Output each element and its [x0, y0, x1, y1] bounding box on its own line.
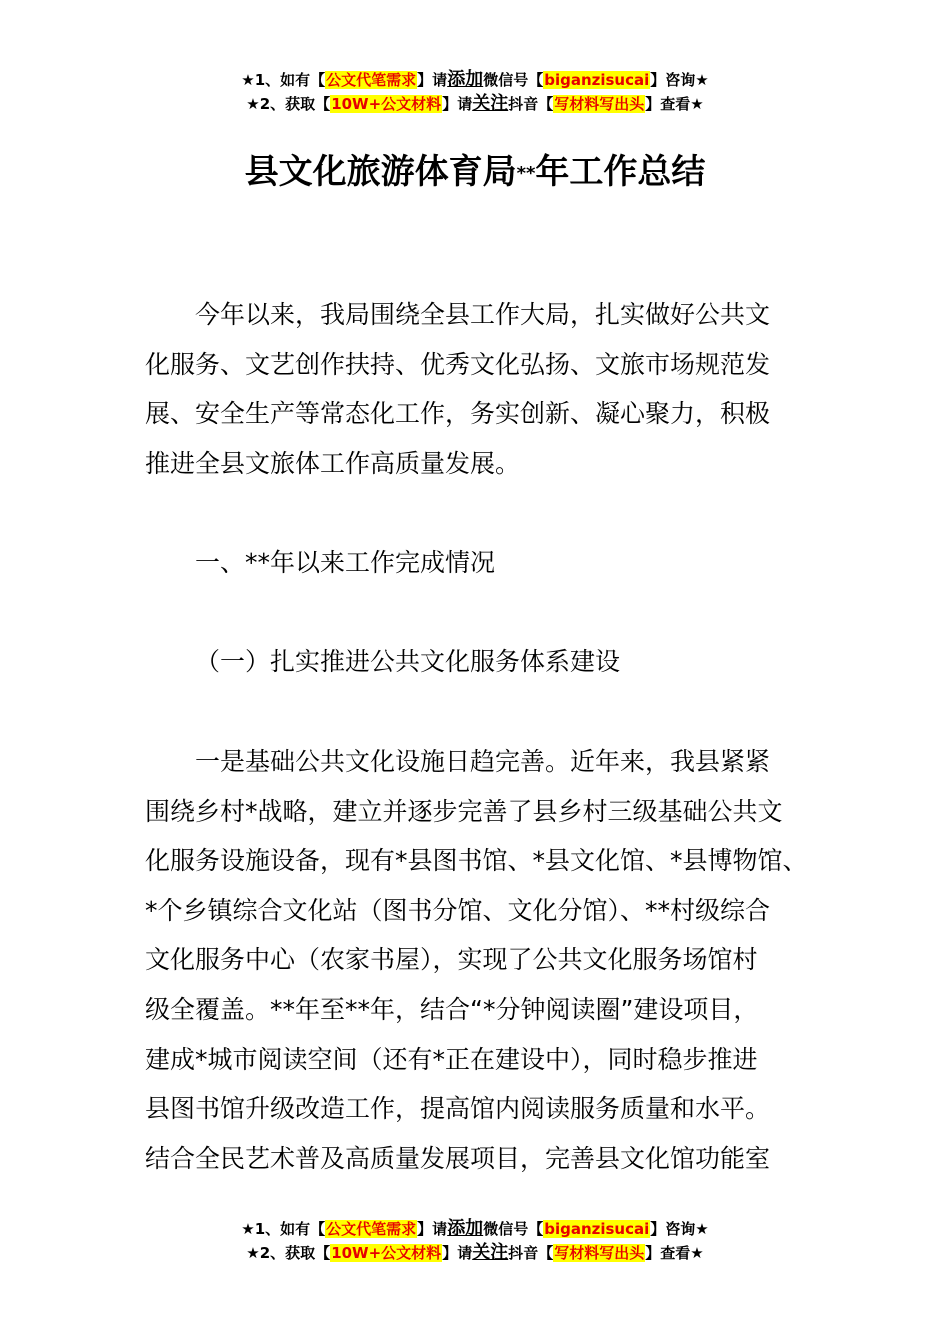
title-main: 县文化旅游体育局 — [244, 152, 517, 192]
heading-text: 一、**年以来工作完成情况 — [195, 548, 496, 577]
paragraph-line: *个乡镇综合文化站（图书分馆、文化分馆）、**村级综合 — [145, 895, 771, 925]
banner-text: 】咨询★ — [650, 1220, 709, 1238]
section-heading — [145, 538, 825, 588]
banner-line-1 — [0, 1217, 950, 1241]
paragraph-line: 展、安全生产等常态化工作，务实创新、凝心聚力，积极 — [145, 399, 771, 429]
footer-banner — [0, 1217, 950, 1265]
banner-text: 】查看★ — [645, 1244, 704, 1262]
banner-text: 微信号【 — [483, 71, 544, 89]
paragraph-line: 今年以来，我局围绕全县工作大局，扎实做好公共文 — [195, 300, 771, 329]
header-banner — [0, 68, 950, 116]
banner-text: ★2、获取【 — [246, 1244, 331, 1262]
banner-text: 】请 — [417, 71, 448, 89]
paragraph-line: 一是基础公共文化设施日趋完善。近年来，我县紧紧 — [195, 747, 771, 776]
banner-highlight: biganzisucai — [544, 1220, 650, 1238]
banner-text: 】请 — [442, 95, 473, 113]
banner-text: 】查看★ — [645, 95, 704, 113]
banner-emphasis: 关注 — [472, 93, 509, 114]
paragraph-line: 围绕乡村*战略，建立并逐步完善了县乡村三级基础公共文 — [145, 796, 783, 826]
banner-highlight: 写材料写出头 — [554, 1244, 645, 1262]
paragraph-line: 文化服务中心（农家书屋），实现了公共文化服务场馆村 — [145, 945, 758, 975]
banner-text: ★1、如有【 — [241, 1220, 326, 1238]
paragraph-line: 化服务设施设备，现有*县图书馆、*县文化馆、*县博物馆、 — [145, 846, 808, 876]
banner-line-2 — [0, 1241, 950, 1265]
document-title — [0, 148, 950, 196]
banner-text: 】请 — [442, 1244, 473, 1262]
banner-highlight: 写材料写出头 — [554, 95, 645, 113]
banner-highlight: 公文代笔需求 — [326, 1220, 417, 1238]
paragraph-line: 县图书馆升级改造工作，提高馆内阅读服务质量和水平。 — [145, 1094, 771, 1124]
heading-text: （一）扎实推进公共文化服务体系建设 — [195, 647, 621, 676]
banner-line-1 — [0, 68, 950, 92]
banner-text: 】请 — [417, 1220, 448, 1238]
banner-text: 】咨询★ — [650, 71, 709, 89]
subsection-heading — [145, 637, 825, 687]
banner-text: 微信号【 — [483, 1220, 544, 1238]
banner-highlight: 10W+公文材料 — [331, 1244, 442, 1262]
paragraph-line: 建成*城市阅读空间（还有*正在建设中），同时稳步推进 — [145, 1044, 758, 1074]
banner-text: 抖音【 — [508, 95, 554, 113]
banner-highlight: 10W+公文材料 — [331, 95, 442, 113]
banner-emphasis: 关注 — [472, 1242, 509, 1263]
banner-text: ★1、如有【 — [241, 71, 326, 89]
banner-emphasis: 添加 — [447, 1218, 484, 1239]
banner-text: 抖音【 — [508, 1244, 554, 1262]
paragraph-line: 推进全县文旅体工作高质量发展。 — [145, 448, 521, 478]
banner-highlight: 公文代笔需求 — [326, 71, 417, 89]
intro-paragraph — [145, 290, 825, 488]
paragraph-line: 化服务、文艺创作扶持、优秀文化弘扬、文旅市场规范发 — [145, 349, 771, 379]
banner-highlight: biganzisucai — [544, 71, 650, 89]
body-paragraph — [145, 737, 825, 1183]
paragraph-line: 结合全民艺术普及高质量发展项目，完善县文化馆功能室 — [145, 1143, 771, 1173]
banner-line-2 — [0, 92, 950, 116]
title-stars: ** — [516, 163, 536, 184]
banner-text: ★2、获取【 — [246, 95, 331, 113]
paragraph-line: 级全覆盖。**年至**年，结合“*分钟阅读圈”建设项目， — [145, 994, 759, 1024]
banner-emphasis: 添加 — [447, 69, 484, 90]
title-rest: 年工作总结 — [535, 152, 706, 192]
